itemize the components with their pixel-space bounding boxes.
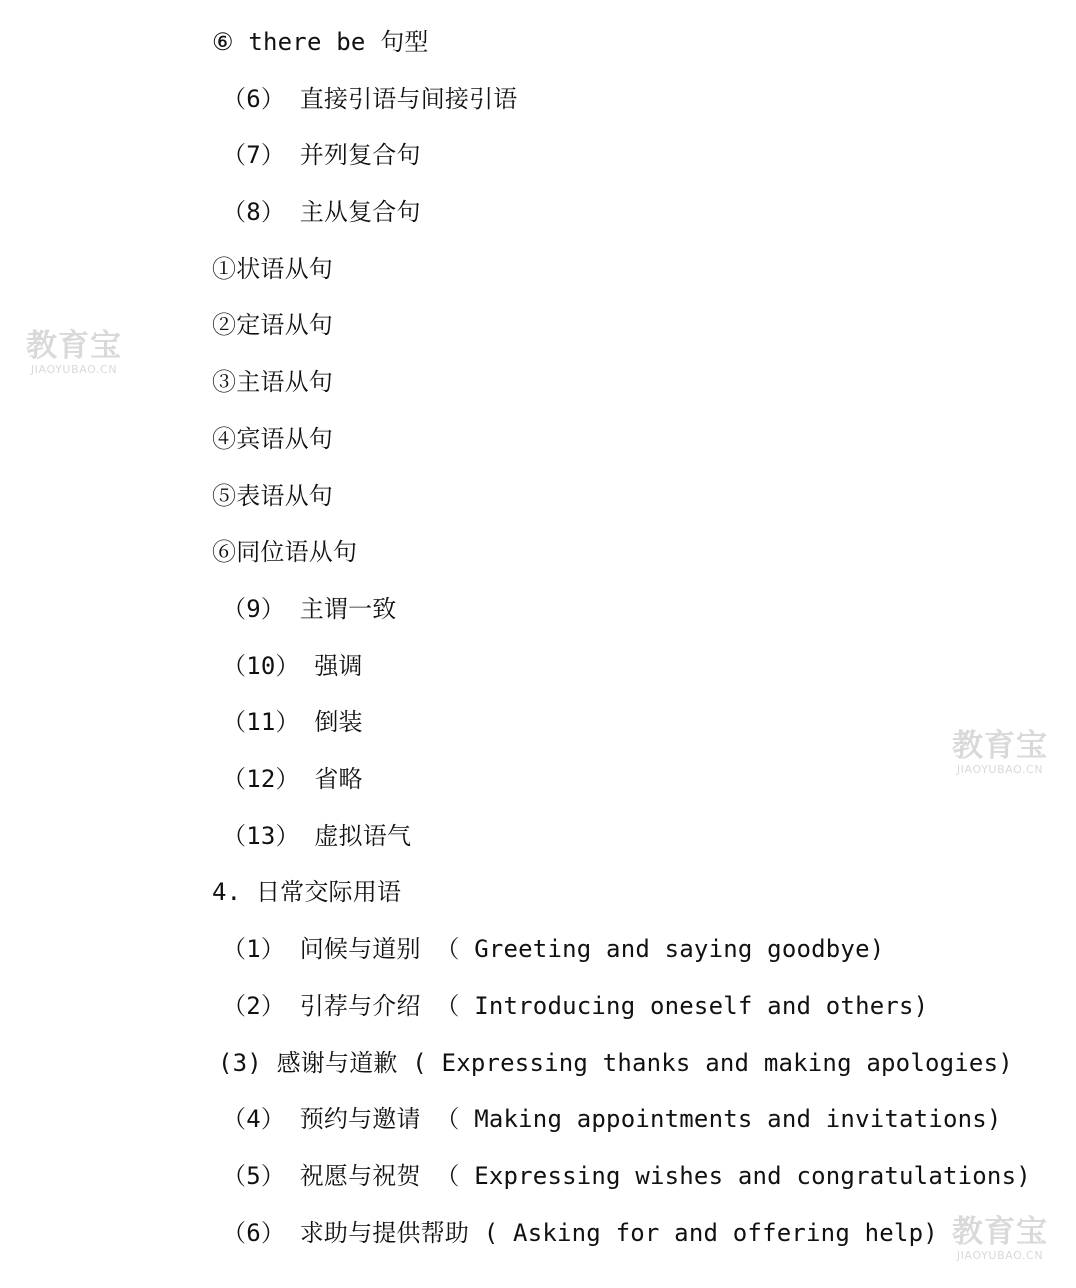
watermark-en-text: JIAOYUBAO.CN: [30, 363, 118, 376]
watermark-cn-text: 教育宝: [952, 1214, 1048, 1250]
watermark-en-text: JIAOYUBAO.CN: [956, 1249, 1044, 1262]
watermark-cn-text: 教育宝: [952, 728, 1048, 764]
item-subject-verb-agreement: （9） 主谓一致: [222, 595, 397, 623]
watermark-cn-text: 教育宝: [26, 328, 122, 364]
item-appointments: （4） 预约与邀请 （ Making appointments and invitations): [222, 1105, 1002, 1133]
item-greeting: （1） 问候与道别 （ Greeting and saying goodbye): [222, 935, 885, 963]
watermark-logo: [18, 328, 130, 376]
subitem-attributive-clause: ②定语从句: [212, 311, 333, 339]
section-heading-daily-communication: 4. 日常交际用语: [212, 878, 402, 906]
item-subjunctive-mood: （13） 虚拟语气: [222, 822, 412, 850]
item-asking-help: （6） 求助与提供帮助 ( Asking for and offering help): [222, 1219, 938, 1247]
subitem-subject-clause: ③主语从句: [212, 368, 333, 396]
subitem-appositive-clause: ⑥同位语从句: [212, 538, 358, 566]
subitem-adverbial-clause: ①状语从句: [212, 255, 333, 283]
item-complex-sentence: （8） 主从复合句: [222, 198, 421, 226]
subitem-there-be: ⑥ there be 句型: [212, 28, 429, 56]
subitem-object-clause: ④宾语从句: [212, 425, 333, 453]
watermark-logo: [944, 1214, 1056, 1262]
watermark-logo: [944, 728, 1056, 776]
item-introducing: （2） 引荐与介绍 （ Introducing oneself and others): [222, 992, 929, 1020]
watermark-en-text: JIAOYUBAO.CN: [956, 763, 1044, 776]
item-ellipsis: （12） 省略: [222, 765, 363, 793]
item-emphasis: （10） 强调: [222, 652, 363, 680]
item-wishes: （5） 祝愿与祝贺 （ Expressing wishes and congratulations): [222, 1162, 1031, 1190]
item-thanks-apologies: (3) 感谢与道歉 ( Expressing thanks and making apologies): [218, 1049, 1013, 1077]
item-inversion: （11） 倒装: [222, 708, 363, 736]
item-direct-indirect-speech: （6） 直接引语与间接引语: [222, 85, 518, 113]
item-compound-sentence: （7） 并列复合句: [222, 141, 421, 169]
subitem-predicative-clause: ⑤表语从句: [212, 482, 333, 510]
